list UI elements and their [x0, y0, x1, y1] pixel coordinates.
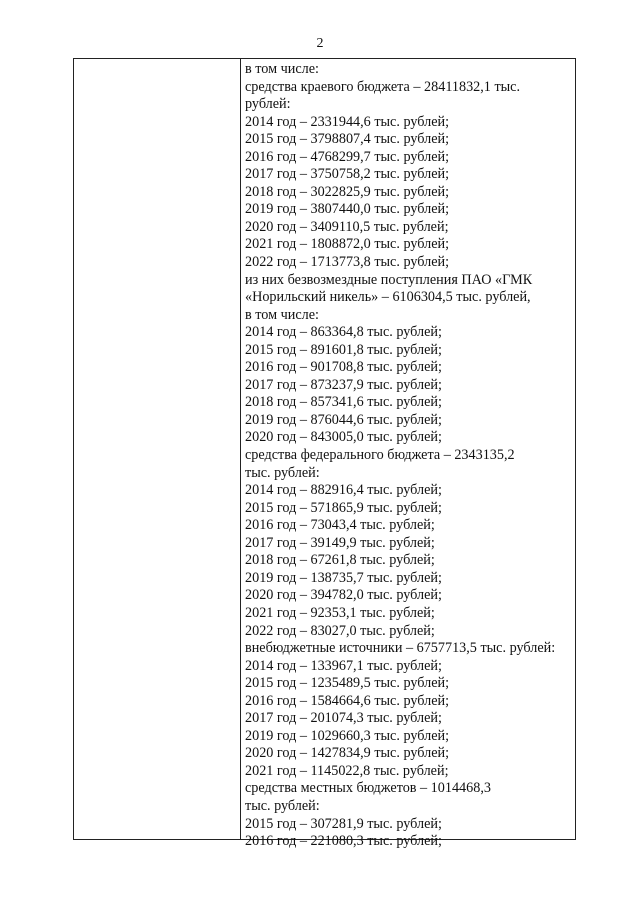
- text-line: 2021 год – 92353,1 тыс. рублей;: [245, 604, 435, 621]
- text-line: 2016 год – 73043,4 тыс. рублей;: [245, 517, 435, 534]
- text-line: 2018 год – 67261,8 тыс. рублей;: [245, 552, 435, 569]
- text-line: средства местных бюджетов – 1014468,3: [245, 780, 491, 797]
- text-line: средства краевого бюджета – 28411832,1 тыс.: [245, 78, 521, 95]
- text-line: 2020 год – 843005,0 тыс. рублей;: [245, 429, 442, 446]
- text-line: из них безвозмездные поступления ПАО «ГМК: [245, 271, 533, 288]
- text-line: 2018 год – 857341,6 тыс. рублей;: [245, 394, 442, 411]
- page-number: 2: [316, 36, 324, 51]
- text-line: 2017 год – 873237,9 тыс. рублей;: [245, 376, 442, 393]
- text-line: 2017 год – 39149,9 тыс. рублей;: [245, 534, 435, 551]
- text-line: 2020 год – 394782,0 тыс. рублей;: [245, 587, 442, 604]
- text-line: 2016 год – 1584664,6 тыс. рублей;: [245, 692, 450, 709]
- text-line: 2014 год – 133967,1 тыс. рублей;: [245, 657, 442, 674]
- text-line: 2014 год – 882916,4 тыс. рублей;: [245, 482, 442, 499]
- text-line: 2018 год – 3022825,9 тыс. рублей;: [245, 183, 450, 200]
- text-line: 2015 год – 1235489,5 тыс. рублей;: [245, 675, 450, 692]
- text-line: 2015 год – 307281,9 тыс. рублей;: [245, 815, 442, 832]
- text-line: внебюджетные источники – 6757713,5 тыс. рублей:: [245, 640, 556, 657]
- text-line: 2021 год – 1145022,8 тыс. рублей;: [245, 762, 449, 779]
- text-line: 2019 год – 1029660,3 тыс. рублей;: [245, 727, 450, 744]
- text-line: 2014 год – 863364,8 тыс. рублей;: [245, 324, 442, 341]
- text-line: рублей:: [245, 96, 291, 113]
- text-line: 2019 год – 138735,7 тыс. рублей;: [245, 569, 442, 586]
- text-line: 2020 год – 1427834,9 тыс. рублей;: [245, 745, 450, 762]
- text-line: 2019 год – 3807440,0 тыс. рублей;: [245, 201, 450, 218]
- text-line: 2016 год – 221080,3 тыс. рублей;: [245, 833, 442, 850]
- funding-table: [73, 58, 576, 850]
- text-line: 2015 год – 571865,9 тыс. рублей;: [245, 499, 442, 516]
- text-line: «Норильский никель» – 6106304,5 тыс. рублей,: [245, 289, 531, 306]
- text-line: в том числе:: [245, 306, 319, 323]
- table-left-cell: [74, 59, 241, 839]
- text-line: 2017 год – 201074,3 тыс. рублей;: [245, 710, 442, 727]
- text-line: 2015 год – 3798807,4 тыс. рублей;: [245, 131, 450, 148]
- text-line: 2015 год – 891601,8 тыс. рублей;: [245, 341, 442, 358]
- text-line: 2016 год – 901708,8 тыс. рублей;: [245, 359, 442, 376]
- text-line: 2022 год – 83027,0 тыс. рублей;: [245, 622, 435, 639]
- text-line: средства федерального бюджета – 2343135,2: [245, 447, 515, 464]
- text-line: 2022 год – 1713773,8 тыс. рублей;: [245, 254, 450, 271]
- text-line: 2017 год – 3750758,2 тыс. рублей;: [245, 166, 450, 183]
- text-line: в том числе:: [245, 61, 319, 77]
- text-line: 2019 год – 876044,6 тыс. рублей;: [245, 411, 442, 428]
- text-line: 2020 год – 3409110,5 тыс. рублей;: [245, 218, 449, 235]
- text-line: тыс. рублей:: [245, 464, 320, 481]
- table-right-cell: [241, 59, 575, 850]
- text-line: 2021 год – 1808872,0 тыс. рублей;: [245, 236, 450, 253]
- text-line: 2014 год – 2331944,6 тыс. рублей;: [245, 113, 450, 130]
- text-line: 2016 год – 4768299,7 тыс. рублей;: [245, 148, 450, 165]
- text-line: тыс. рублей:: [245, 797, 320, 814]
